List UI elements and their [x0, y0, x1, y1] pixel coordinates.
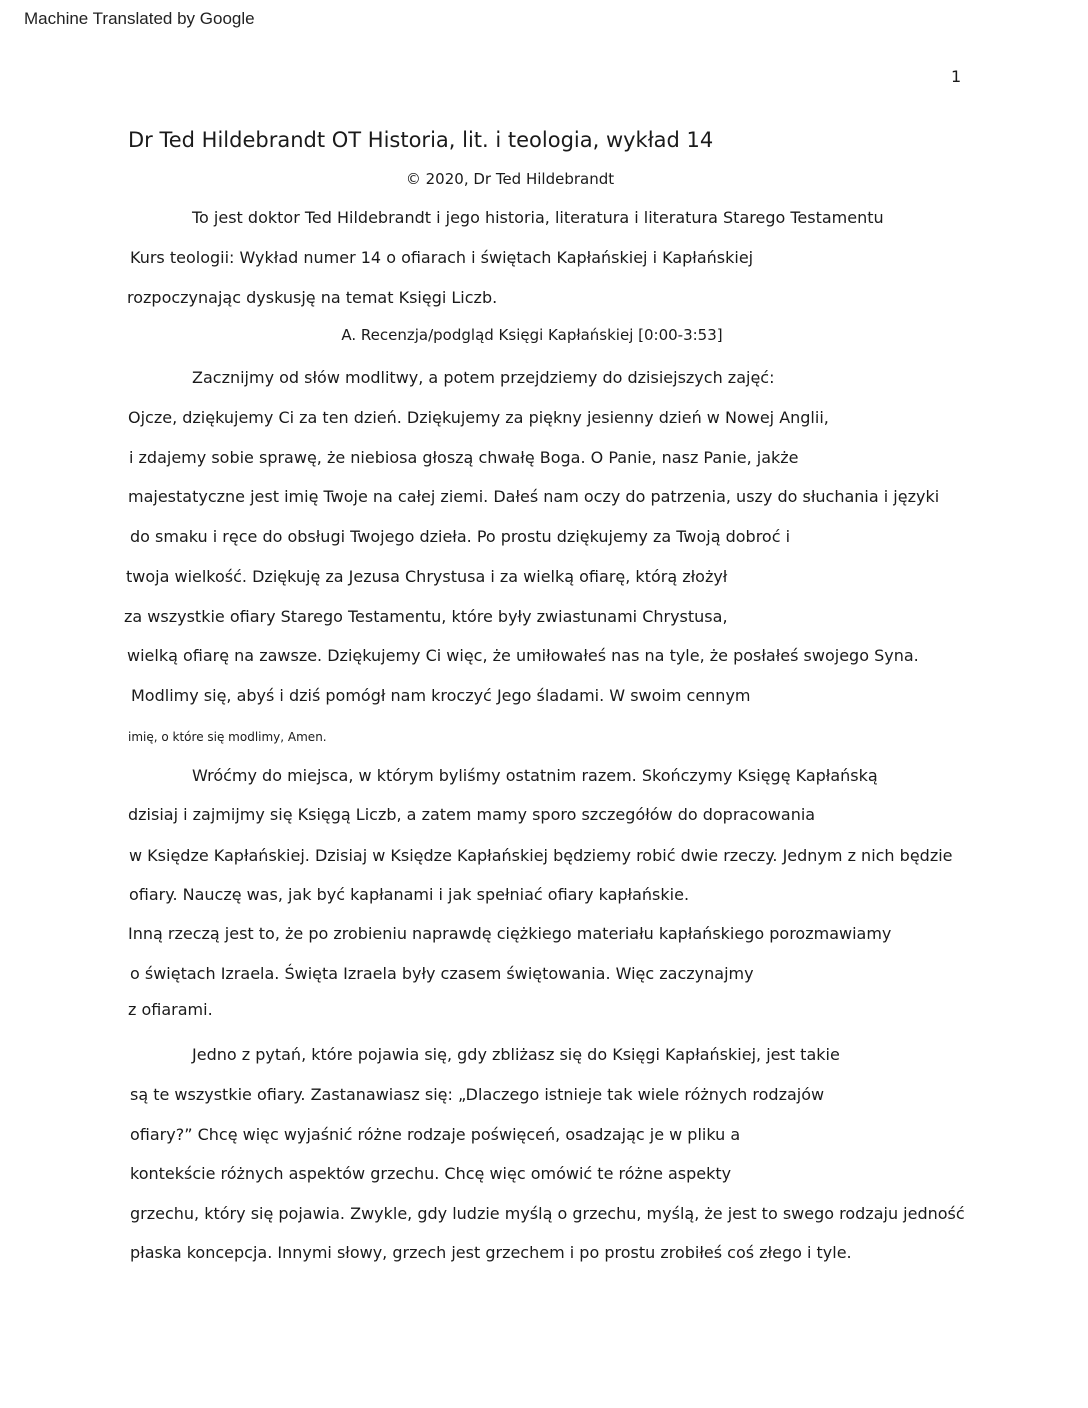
- paragraph-line: Zacznijmy od słów modlitwy, a potem przejdziemy do dzisiejszych zajęć:: [192, 368, 775, 387]
- paragraph-line: z ofiarami.: [128, 1000, 213, 1019]
- paragraph-line: za wszystkie ofiary Starego Testamentu, które były zwiastunami Chrystusa,: [124, 607, 728, 626]
- paragraph-line: Modlimy się, abyś i dziś pomógł nam kroczyć Jego śladami. W swoim cennym: [131, 686, 751, 705]
- paragraph-line: grzechu, który się pojawia. Zwykle, gdy ludzie myślą o grzechu, myślą, że jest to swego rodzaju jedność: [130, 1204, 965, 1223]
- paragraph-line: To jest doktor Ted Hildebrandt i jego historia, literatura i literatura Starego Testamentu: [192, 208, 884, 227]
- paragraph-line: Kurs teologii: Wykład numer 14 o ofiarach i świętach Kapłańskiej i Kapłańskiej: [130, 248, 754, 267]
- paragraph-line: ofiary. Nauczę was, jak być kapłanami i jak spełniać ofiary kapłańskie.: [129, 885, 690, 904]
- paragraph-line: Wróćmy do miejsca, w którym byliśmy ostatnim razem. Skończymy Księgę Kapłańską: [192, 766, 878, 785]
- paragraph-line: Inną rzeczą jest to, że po zrobieniu naprawdę ciężkiego materiału kapłańskiego porozmawiamy: [128, 924, 892, 943]
- paragraph-line: o świętach Izraela. Święta Izraela były czasem świętowania. Więc zaczynajmy: [130, 964, 754, 983]
- paragraph-line: są te wszystkie ofiary. Zastanawiasz się: „Dlaczego istnieje tak wiele różnych rodzajów: [130, 1085, 825, 1104]
- section-heading: A. Recenzja/podgląd Księgi Kapłańskiej [0:00-3:53]: [341, 326, 723, 344]
- document-title: Dr Ted Hildebrandt OT Historia, lit. i teologia, wykład 14: [128, 128, 714, 152]
- paragraph-line: rozpoczynając dyskusję na temat Księgi Liczb.: [127, 288, 498, 307]
- paragraph-line: Ojcze, dziękujemy Ci za ten dzień. Dziękujemy za piękny jesienny dzień w Nowej Anglii,: [128, 408, 829, 427]
- paragraph-line: imię, o które się modlimy, Amen.: [128, 730, 327, 744]
- machine-translation-banner: Machine Translated by Google: [24, 9, 255, 28]
- copyright-line: © 2020, Dr Ted Hildebrandt: [405, 170, 615, 188]
- paragraph-line: do smaku i ręce do obsługi Twojego dzieła. Po prostu dziękujemy za Twoją dobroć i: [130, 527, 791, 546]
- paragraph-line: twoja wielkość. Dziękuję za Jezusa Chrystusa i za wielką ofiarę, którą złożył: [126, 567, 728, 586]
- paragraph-line: w Księdze Kapłańskiej. Dzisiaj w Księdze Kapłańskiej będziemy robić dwie rzeczy. Jednym z nich będzie: [129, 846, 953, 865]
- paragraph-line: majestatyczne jest imię Twoje na całej ziemi. Dałeś nam oczy do patrzenia, uszy do słuchania i języki: [128, 487, 940, 506]
- paragraph-line: kontekście różnych aspektów grzechu. Chcę więc omówić te różne aspekty: [130, 1164, 732, 1183]
- paragraph-line: ofiary?” Chcę więc wyjaśnić różne rodzaje poświęceń, osadzając je w pliku a: [130, 1125, 741, 1144]
- paragraph-line: płaska koncepcja. Innymi słowy, grzech jest grzechem i po prostu zrobiłeś coś złego i tyle.: [130, 1243, 852, 1262]
- paragraph-line: i zdajemy sobie sprawę, że niebiosa głoszą chwałę Boga. O Panie, nasz Panie, jakże: [129, 448, 799, 467]
- paragraph-line: Jedno z pytań, które pojawia się, gdy zbliżasz się do Księgi Kapłańskiej, jest takie: [192, 1045, 840, 1064]
- page-number: 1: [951, 67, 962, 86]
- paragraph-line: wielką ofiarę na zawsze. Dziękujemy Ci więc, że umiłowałeś nas na tyle, że posłałeś swojego Syna.: [127, 646, 919, 665]
- paragraph-line: dzisiaj i zajmijmy się Księgą Liczb, a zatem mamy sporo szczegółów do dopracowania: [128, 805, 816, 824]
